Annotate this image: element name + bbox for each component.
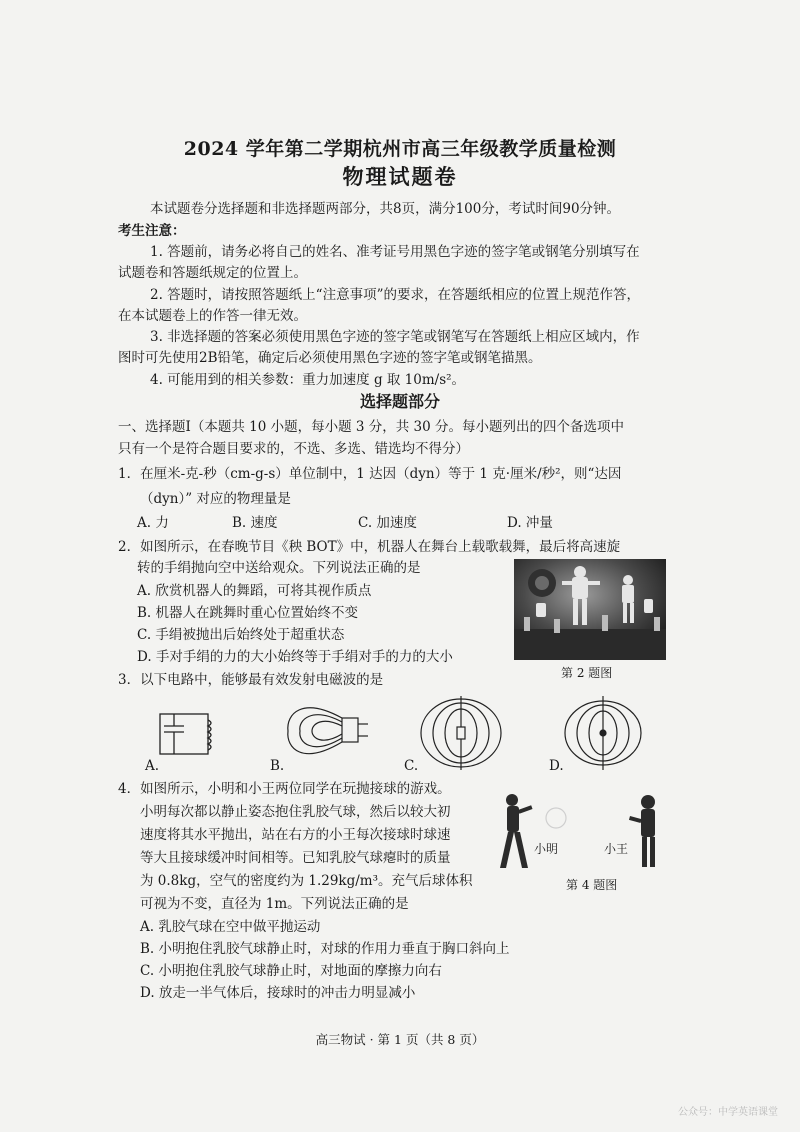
q4-figure xyxy=(498,788,670,878)
notice-heading: 考生注意： xyxy=(118,223,186,239)
intro-line: 本试题卷分选择题和非选择题两部分，共8页，满分100分，考试时间90分钟。 xyxy=(150,201,621,217)
q2-option-a: A. 欣赏机器人的舞蹈，可将其视作质点 xyxy=(137,583,372,599)
note-3b: 图时可先使用2B铅笔，确定后必须使用黑色字迹的签字笔或钢笔描黑。 xyxy=(118,350,542,366)
q1-option-a: A. 力 xyxy=(137,515,169,531)
q4-name-right: 小王 xyxy=(604,842,629,856)
watermark: 公众号：中学英语课堂 xyxy=(678,1107,778,1118)
note-1b: 试题卷和答题纸规定的位置上。 xyxy=(118,265,307,281)
q3-label-b: B. xyxy=(270,758,285,774)
note-2b: 在本试题卷上的作答一律无效。 xyxy=(118,308,307,324)
q3-circuit-b-diagram xyxy=(282,696,372,766)
note-4: 4. 可能用到的相关参数：重力加速度 g 取 10m/s²。 xyxy=(150,372,466,388)
q1-stem-1: 1．在厘米-克-秒（cm-g-s）单位制中，1 达因（dyn）等于 1 克·厘米/秒²，则“达因 xyxy=(118,466,622,482)
q4-option-a: A. 乳胶气球在空中做平抛运动 xyxy=(140,919,321,935)
q3-circuit-c-diagram xyxy=(418,694,504,772)
q2-figure-caption: 第 2 题图 xyxy=(561,666,613,680)
q4-option-c: C. 小明抱住乳胶气球静止时，对地面的摩擦力向右 xyxy=(140,963,442,979)
note-1a: 1. 答题前，请务必将自己的姓名、准考证号用黑色字迹的签字笔或钢笔分别填写在 xyxy=(150,244,640,260)
q3-circuit-a-diagram xyxy=(150,706,220,766)
q4-stem-2: 小明每次都以静止姿态抱住乳胶气球，然后以较大初 xyxy=(140,804,451,820)
q4-stem-1: 4．如图所示，小明和小王两位同学在玩抛接球的游戏。 xyxy=(118,781,451,797)
q1-option-b: B. 速度 xyxy=(232,515,278,531)
q3-label-c: C. xyxy=(404,758,419,774)
section-title: 选择题部分 xyxy=(359,392,440,411)
q4-stem-6: 可视为不变，直径为 1m。下列说法正确的是 xyxy=(140,896,409,912)
q4-stem-5: 为 0.8kg，空气的密度约为 1.29kg/m³。充气后球体积 xyxy=(140,873,473,889)
q4-stem-3: 速度将其水平抛出，站在右方的小王每次接球时球速 xyxy=(140,827,451,843)
part-instructions-1: 一、选择题Ⅰ（本题共 10 小题，每小题 3 分，共 30 分。每小题列出的四个备选项中 xyxy=(118,419,625,435)
q4-figure-caption: 第 4 题图 xyxy=(566,878,618,892)
q4-option-b: B. 小明抱住乳胶气球静止时，对球的作用力垂直于胸口斜向上 xyxy=(140,941,510,957)
exam-title: 2024 学年第二学期杭州市高三年级教学质量检测 xyxy=(183,138,617,160)
q2-stem-2: 转的手绢抛向空中送给观众。下列说法正确的是 xyxy=(137,560,421,576)
exam-subtitle: 物理试题卷 xyxy=(342,164,458,189)
q1-option-c: C. 加速度 xyxy=(358,515,417,531)
q3-circuit-d-diagram xyxy=(560,694,646,772)
q2-option-d: D. 手对手绢的力的大小始终等于手绢对手的力的大小 xyxy=(137,649,453,665)
q3-label-a: A. xyxy=(145,758,160,774)
q1-option-d: D. 冲量 xyxy=(507,515,553,531)
q2-stem-1: 2．如图所示，在春晚节目《秧 BOT》中，机器人在舞台上载歌载舞，最后将高速旋 xyxy=(118,539,621,555)
q3-label-d: D. xyxy=(549,758,564,774)
q3-stem: 3．以下电路中，能够最有效发射电磁波的是 xyxy=(118,672,384,688)
part-instructions-2: 只有一个是符合题目要求的，不选、多选、错选均不得分） xyxy=(118,441,469,457)
q2-option-b: B. 机器人在跳舞时重心位置始终不变 xyxy=(137,605,359,621)
q4-option-d: D. 放走一半气体后，接球时的冲击力明显减小 xyxy=(140,985,416,1001)
q4-stem-4: 等大且接球缓冲时间相等。已知乳胶气球瘪时的质量 xyxy=(140,850,451,866)
q2-photo xyxy=(514,559,666,660)
q1-stem-2: （dyn）” 对应的物理量是 xyxy=(140,491,291,507)
q4-name-left: 小明 xyxy=(534,842,559,856)
q2-option-c: C. 手绢被抛出后始终处于超重状态 xyxy=(137,627,345,643)
note-2a: 2. 答题时，请按照答题纸上“注意事项”的要求，在答题纸相应的位置上规范作答， xyxy=(150,287,640,303)
note-3a: 3. 非选择题的答案必须使用黑色字迹的签字笔或钢笔写在答题纸上相应区域内，作 xyxy=(150,329,640,345)
page-footer: 高三物试 · 第 1 页（共 8 页） xyxy=(315,1032,485,1047)
